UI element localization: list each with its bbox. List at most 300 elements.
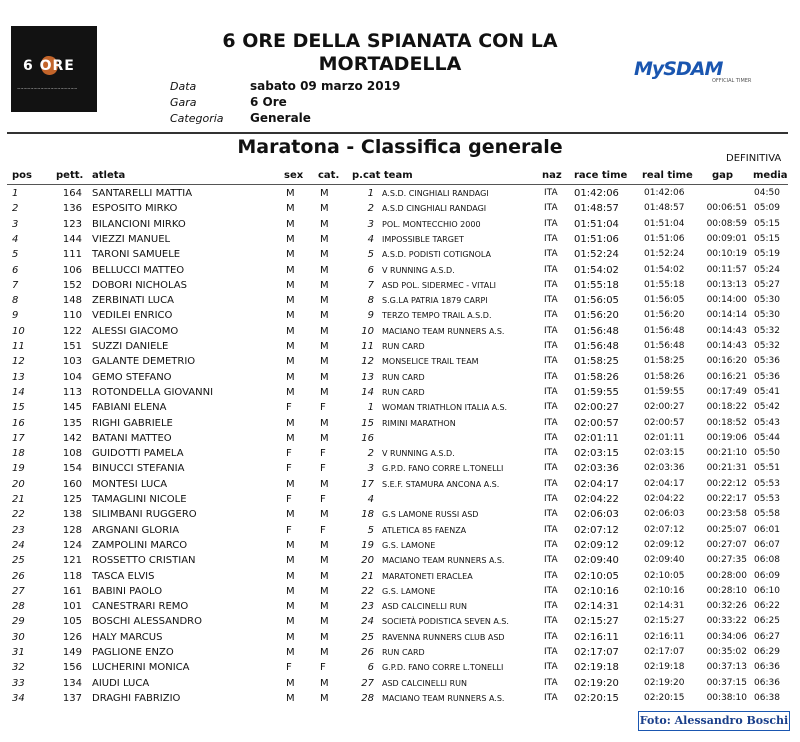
- bib-cell: 142: [62, 432, 82, 444]
- media-cell: 05:15: [754, 233, 780, 244]
- pcat-cell: 20: [361, 555, 374, 567]
- pos-cell: 18: [12, 448, 25, 460]
- athlete-cell: ARGNANI GLORIA: [92, 524, 180, 536]
- sex-cell: M: [286, 279, 295, 291]
- athlete-cell: VEDILEI ENRICO: [92, 310, 173, 322]
- pos-cell: 15: [12, 402, 25, 414]
- athlete-cell: GUIDOTTI PAMELA: [92, 448, 184, 460]
- cat-cell: M: [320, 555, 329, 567]
- team-cell: MACIANO TEAM RUNNERS A.S.: [382, 556, 505, 566]
- media-cell: 06:22: [754, 601, 780, 612]
- athlete-cell: BINUCCI STEFANIA: [92, 463, 185, 475]
- race-time-cell: 01:54:02: [574, 264, 619, 276]
- media-cell: 06:29: [754, 647, 780, 657]
- page-title-line1: 6 ORE DELLA SPIANATA CON LA: [222, 30, 558, 52]
- sex-cell: M: [286, 677, 295, 689]
- team-cell: A.S.D. PODISTI COTIGNOLA: [382, 250, 491, 260]
- real-time-cell: 02:09:12: [644, 539, 685, 550]
- pcat-cell: 28: [361, 692, 374, 704]
- cat-cell: M: [320, 356, 329, 368]
- real-time-cell: 02:04:22: [644, 494, 685, 504]
- table-row: [0, 691, 800, 706]
- pcat-cell: 3: [367, 463, 374, 475]
- nation-cell: ITA: [544, 463, 558, 474]
- real-time-cell: 01:51:04: [644, 218, 685, 229]
- col-header-bib: pett.: [56, 170, 84, 181]
- bib-cell: 125: [62, 494, 82, 505]
- cat-cell: M: [320, 386, 329, 398]
- race-time-cell: 01:56:48: [574, 325, 619, 337]
- pcat-cell: 27: [361, 677, 374, 689]
- pcat-cell: 1: [367, 402, 374, 414]
- gap-cell: 00:16:20: [706, 356, 747, 367]
- athlete-cell: LUCHERINI MONICA: [92, 662, 190, 674]
- gap-cell: 00:13:13: [706, 279, 747, 290]
- nation-cell: ITA: [544, 203, 558, 214]
- table-row: [0, 400, 800, 415]
- team-cell: ASD CALCINELLI RUN: [382, 602, 467, 612]
- bib-cell: 111: [62, 249, 82, 261]
- pcat-cell: 8: [367, 295, 374, 307]
- team-cell: ATLETICA 85 FAENZA: [382, 525, 467, 535]
- sex-cell: M: [286, 478, 295, 490]
- gap-cell: 00:32:26: [706, 601, 747, 612]
- bib-cell: 136: [62, 203, 82, 215]
- date-label: Data: [170, 80, 197, 93]
- table-row: [0, 584, 800, 599]
- team-cell: G.S. LAMONE: [382, 586, 436, 596]
- pcat-cell: 23: [361, 601, 374, 613]
- sex-cell: M: [286, 585, 295, 597]
- date-value: sabato 09 marzo 2019: [250, 79, 401, 93]
- pcat-cell: 13: [361, 371, 374, 383]
- team-cell: SOCIETÀ PODISTICA SEVEN A.S.: [382, 617, 509, 627]
- athlete-cell: ZERBINATI LUCA: [92, 295, 174, 307]
- athlete-cell: TARONI SAMUELE: [92, 249, 181, 261]
- col-header-gap: gap: [712, 170, 734, 181]
- media-cell: 05:42: [754, 402, 780, 413]
- sex-cell: M: [286, 601, 295, 613]
- gap-cell: 00:34:06: [706, 631, 747, 642]
- pcat-cell: 6: [367, 264, 374, 276]
- gap-cell: 00:23:58: [706, 509, 747, 520]
- race-time-cell: 02:01:11: [574, 432, 619, 444]
- real-time-cell: 02:07:12: [644, 524, 685, 535]
- real-time-cell: 02:16:11: [644, 631, 685, 642]
- pos-cell: 2: [12, 203, 19, 215]
- pcat-cell: 22: [361, 585, 374, 597]
- col-header-race-time: race time: [574, 170, 628, 181]
- real-time-cell: 02:19:20: [644, 677, 685, 688]
- real-time-cell: 02:14:31: [644, 601, 685, 612]
- table-row: [0, 477, 800, 492]
- bib-cell: 148: [62, 295, 82, 307]
- real-time-cell: 02:03:36: [644, 463, 685, 474]
- sex-cell: M: [286, 417, 295, 429]
- media-cell: 06:08: [754, 555, 780, 566]
- col-header-pcat-team: p.cat team: [352, 170, 413, 181]
- media-cell: 04:50: [754, 188, 780, 198]
- nation-cell: ITA: [544, 555, 558, 566]
- media-cell: 06:27: [754, 631, 780, 642]
- race-time-cell: 01:51:04: [574, 218, 619, 230]
- bib-cell: 156: [62, 662, 82, 674]
- nation-cell: ITA: [544, 662, 558, 673]
- table-row: [0, 431, 800, 446]
- table-row: [0, 461, 800, 476]
- real-time-cell: 01:42:06: [644, 188, 685, 198]
- race-time-cell: 02:15:27: [574, 616, 619, 628]
- pos-cell: 27: [12, 585, 25, 597]
- athlete-cell: AIUDI LUCA: [92, 677, 150, 689]
- nation-cell: ITA: [544, 448, 558, 459]
- nation-cell: ITA: [544, 417, 558, 428]
- race-time-cell: 02:09:12: [574, 539, 619, 551]
- team-cell: MONSELICE TRAIL TEAM: [382, 357, 479, 367]
- media-cell: 05:41: [754, 386, 780, 397]
- pcat-cell: 5: [367, 249, 374, 261]
- nation-cell: ITA: [544, 233, 558, 244]
- real-time-cell: 01:59:55: [644, 386, 685, 397]
- pcat-cell: 4: [367, 494, 374, 505]
- pos-cell: 14: [12, 386, 25, 398]
- gap-cell: 00:28:00: [706, 570, 747, 581]
- nation-cell: ITA: [544, 402, 558, 413]
- table-row: [0, 507, 800, 522]
- team-cell: RUN CARD: [382, 387, 425, 397]
- bib-cell: 138: [62, 509, 82, 521]
- athlete-cell: CANESTRARI REMO: [92, 601, 189, 613]
- table-row: [0, 676, 800, 691]
- sex-cell: M: [286, 509, 295, 521]
- gap-cell: 00:21:10: [706, 448, 747, 459]
- real-time-cell: 01:58:26: [644, 371, 685, 382]
- pos-cell: 24: [12, 539, 25, 551]
- team-cell: G.S LAMONE RUSSI ASD: [382, 510, 479, 520]
- sex-cell: F: [286, 524, 292, 536]
- media-cell: 05:24: [754, 264, 780, 275]
- team-cell: V RUNNING A.S.D.: [382, 265, 455, 275]
- table-row: [0, 416, 800, 431]
- real-time-cell: 02:10:16: [644, 585, 685, 596]
- cat-cell: M: [320, 279, 329, 291]
- cat-cell: F: [320, 463, 326, 475]
- athlete-cell: BELLUCCI MATTEO: [92, 264, 185, 276]
- pcat-cell: 24: [361, 616, 374, 628]
- team-cell: MACIANO TEAM RUNNERS A.S.: [382, 326, 505, 336]
- table-row: [0, 232, 800, 247]
- bib-cell: 106: [62, 264, 82, 276]
- sex-cell: M: [286, 188, 295, 199]
- cat-cell: M: [320, 325, 329, 337]
- team-cell: MARATONETI ERACLEA: [382, 571, 473, 581]
- athlete-cell: RIGHI GABRIELE: [92, 417, 173, 429]
- cat-cell: M: [320, 203, 329, 215]
- race-time-cell: 01:58:26: [574, 371, 619, 383]
- team-cell: RIMINI MARATHON: [382, 418, 456, 428]
- sex-cell: M: [286, 356, 295, 368]
- nation-cell: ITA: [544, 218, 558, 229]
- pcat-cell: 7: [367, 279, 374, 291]
- team-cell: WOMAN TRIATHLON ITALIA A.S.: [382, 403, 508, 413]
- table-row: [0, 492, 800, 507]
- pos-cell: 10: [12, 325, 25, 337]
- pos-cell: 23: [12, 524, 25, 536]
- table-row: [0, 446, 800, 461]
- pos-cell: 25: [12, 555, 25, 567]
- sex-cell: M: [286, 310, 295, 322]
- pcat-cell: 2: [367, 203, 374, 215]
- bib-cell: 118: [62, 570, 82, 582]
- media-cell: 05:53: [754, 494, 780, 504]
- team-cell: S.E.F. STAMURA ANCONA A.S.: [382, 479, 500, 489]
- real-time-cell: 02:10:05: [644, 570, 685, 581]
- gap-cell: 00:37:13: [706, 662, 747, 673]
- nation-cell: ITA: [544, 585, 558, 596]
- bib-cell: 152: [62, 279, 82, 291]
- gap-cell: 00:09:01: [706, 233, 747, 244]
- pos-cell: 34: [12, 692, 25, 704]
- real-time-cell: 01:56:20: [644, 310, 685, 321]
- pcat-cell: 26: [361, 647, 374, 658]
- gap-cell: 00:14:43: [706, 341, 747, 351]
- nation-cell: ITA: [544, 631, 558, 642]
- sex-cell: M: [286, 371, 295, 383]
- sex-cell: M: [286, 616, 295, 628]
- table-row: [0, 660, 800, 675]
- race-time-cell: 02:04:17: [574, 478, 619, 490]
- table-row: [0, 308, 800, 323]
- media-cell: 06:36: [754, 677, 780, 688]
- nation-cell: ITA: [544, 616, 558, 627]
- cat-cell: M: [320, 371, 329, 383]
- bib-cell: 103: [62, 356, 82, 368]
- real-time-cell: 02:00:57: [644, 417, 685, 428]
- results-title: Maratona - Classifica generale: [237, 136, 563, 158]
- pos-cell: 1: [12, 188, 19, 199]
- media-cell: 05:44: [754, 432, 780, 443]
- athlete-cell: HALY MARCUS: [92, 631, 163, 643]
- sex-cell: M: [286, 692, 295, 704]
- gap-cell: 00:18:52: [706, 417, 747, 428]
- race-time-cell: 02:10:16: [574, 585, 619, 597]
- race-time-cell: 02:14:31: [574, 601, 619, 613]
- team-cell: POL. MONTECCHIO 2000: [382, 219, 481, 229]
- table-row: [0, 569, 800, 584]
- race-time-cell: 01:56:48: [574, 341, 619, 352]
- cat-cell: M: [320, 310, 329, 322]
- nation-cell: ITA: [544, 601, 558, 612]
- pos-cell: 12: [12, 356, 25, 368]
- table-row: [0, 553, 800, 568]
- sex-cell: M: [286, 539, 295, 551]
- pos-cell: 30: [12, 631, 25, 643]
- nation-cell: ITA: [544, 570, 558, 581]
- cat-cell: M: [320, 539, 329, 551]
- cat-cell: M: [320, 341, 329, 352]
- team-cell: A.S.D CINGHIALI RANDAGI: [382, 204, 487, 214]
- gap-cell: 00:35:02: [706, 647, 747, 657]
- team-cell: RUN CARD: [382, 342, 425, 351]
- table-row: [0, 217, 800, 232]
- table-row: [0, 339, 800, 354]
- bib-cell: 164: [62, 188, 82, 199]
- race-time-cell: 02:00:27: [574, 402, 619, 414]
- gap-cell: 00:37:15: [706, 677, 747, 688]
- gap-cell: 00:38:10: [706, 692, 747, 703]
- media-cell: 05:09: [754, 203, 780, 214]
- gap-cell: 00:10:19: [706, 249, 747, 260]
- race-time-cell: 02:16:11: [574, 631, 619, 643]
- race-time-cell: 02:09:40: [574, 555, 619, 567]
- gap-cell: 00:08:59: [706, 218, 747, 229]
- table-row: [0, 247, 800, 262]
- race-time-cell: 01:51:06: [574, 233, 619, 245]
- pcat-cell: 1: [367, 188, 374, 199]
- col-header-sex: sex: [284, 170, 304, 181]
- cat-cell: M: [320, 509, 329, 521]
- pos-cell: 8: [12, 295, 19, 307]
- cat-cell: M: [320, 188, 329, 199]
- bib-cell: 121: [62, 555, 82, 567]
- nation-cell: ITA: [544, 279, 558, 290]
- table-row: [0, 645, 800, 660]
- col-header-cat: cat.: [318, 170, 340, 181]
- real-time-cell: 01:51:06: [644, 233, 685, 244]
- nation-cell: ITA: [544, 432, 558, 443]
- sex-cell: M: [286, 631, 295, 643]
- bib-cell: 137: [62, 692, 82, 704]
- media-cell: 05:50: [754, 448, 780, 459]
- race-time-cell: 02:06:03: [574, 509, 619, 521]
- table-row: [0, 523, 800, 538]
- bib-cell: 128: [62, 524, 82, 536]
- gap-cell: 00:28:10: [706, 585, 747, 596]
- race-time-cell: 02:03:36: [574, 463, 619, 475]
- team-cell: G.P.D. FANO CORRE L.TONELLI: [382, 663, 504, 673]
- athlete-cell: TAMAGLINI NICOLE: [92, 494, 187, 505]
- cat-cell: M: [320, 233, 329, 245]
- gap-cell: 00:19:06: [706, 432, 747, 443]
- race-time-cell: 02:00:57: [574, 417, 619, 429]
- cat-cell: F: [320, 524, 326, 536]
- nation-cell: ITA: [544, 264, 558, 275]
- page-title-line2: MORTADELLA: [318, 53, 462, 75]
- team-cell: ASD CALCINELLI RUN: [382, 678, 467, 688]
- pos-cell: 33: [12, 677, 25, 689]
- event-logo: [11, 26, 97, 112]
- nation-cell: ITA: [544, 509, 558, 520]
- bib-cell: 110: [62, 310, 82, 322]
- athlete-cell: ESPOSITO MIRKO: [92, 203, 178, 215]
- sex-cell: M: [286, 233, 295, 245]
- pcat-cell: 16: [361, 432, 374, 444]
- media-cell: 05:32: [754, 341, 780, 351]
- real-time-cell: 02:15:27: [644, 616, 685, 627]
- pcat-cell: 2: [367, 448, 374, 460]
- cat-cell: M: [320, 478, 329, 490]
- pos-cell: 11: [12, 341, 25, 352]
- gap-cell: 00:27:35: [706, 555, 747, 566]
- sex-cell: M: [286, 249, 295, 261]
- media-cell: 06:01: [754, 524, 780, 535]
- sex-cell: M: [286, 218, 295, 230]
- table-header-divider: [7, 184, 788, 185]
- media-cell: 05:51: [754, 463, 780, 474]
- race-time-cell: 01:56:05: [574, 295, 619, 307]
- pos-cell: 9: [12, 310, 19, 322]
- gap-cell: 00:14:00: [706, 295, 747, 306]
- pos-cell: 17: [12, 432, 25, 444]
- nation-cell: ITA: [544, 647, 558, 657]
- sex-cell: M: [286, 386, 295, 398]
- nation-cell: ITA: [544, 341, 558, 351]
- pcat-cell: 15: [361, 417, 374, 429]
- race-label: Gara: [170, 96, 197, 109]
- real-time-cell: 02:01:11: [644, 432, 685, 443]
- cat-cell: M: [320, 570, 329, 582]
- table-row: [0, 385, 800, 400]
- pos-cell: 26: [12, 570, 25, 582]
- bib-cell: 126: [62, 631, 82, 643]
- cat-cell: M: [320, 218, 329, 230]
- race-time-cell: 02:20:15: [574, 692, 619, 704]
- sex-cell: M: [286, 570, 295, 582]
- table-row: [0, 630, 800, 645]
- nation-cell: ITA: [544, 524, 558, 535]
- nation-cell: ITA: [544, 539, 558, 550]
- real-time-cell: 01:56:48: [644, 341, 685, 351]
- pos-cell: 32: [12, 662, 25, 674]
- category-value: Generale: [250, 111, 311, 125]
- real-time-cell: 02:17:07: [644, 647, 685, 657]
- pcat-cell: 5: [367, 524, 374, 536]
- pos-cell: 7: [12, 279, 19, 291]
- pos-cell: 4: [12, 233, 19, 245]
- race-time-cell: 01:48:57: [574, 203, 619, 215]
- race-time-cell: 02:19:20: [574, 677, 619, 689]
- team-cell: RUN CARD: [382, 648, 425, 657]
- gap-cell: 00:22:17: [706, 494, 747, 504]
- media-cell: 06:09: [754, 570, 780, 581]
- gap-cell: 00:14:43: [706, 325, 747, 336]
- pos-cell: 29: [12, 616, 25, 628]
- sex-cell: M: [286, 295, 295, 307]
- pos-cell: 20: [12, 478, 25, 490]
- athlete-cell: SANTARELLI MATTIA: [92, 188, 193, 199]
- cat-cell: M: [320, 601, 329, 613]
- sex-cell: M: [286, 647, 295, 658]
- nation-cell: ITA: [544, 325, 558, 336]
- real-time-cell: 02:20:15: [644, 692, 685, 703]
- cat-cell: M: [320, 417, 329, 429]
- timer-brand-logo: MySDAM: [634, 58, 723, 80]
- pcat-cell: 19: [361, 539, 374, 551]
- nation-cell: ITA: [544, 310, 558, 321]
- sex-cell: F: [286, 448, 292, 460]
- real-time-cell: 01:56:05: [644, 295, 685, 306]
- pos-cell: 28: [12, 601, 25, 613]
- pcat-cell: 10: [361, 325, 374, 337]
- real-time-cell: 01:48:57: [644, 203, 685, 214]
- real-time-cell: 01:54:02: [644, 264, 685, 275]
- race-time-cell: 02:10:05: [574, 570, 619, 582]
- sex-cell: M: [286, 432, 295, 444]
- media-cell: 05:30: [754, 310, 780, 321]
- pos-cell: 16: [12, 417, 25, 429]
- bib-cell: 123: [62, 218, 82, 230]
- media-cell: 05:36: [754, 371, 780, 382]
